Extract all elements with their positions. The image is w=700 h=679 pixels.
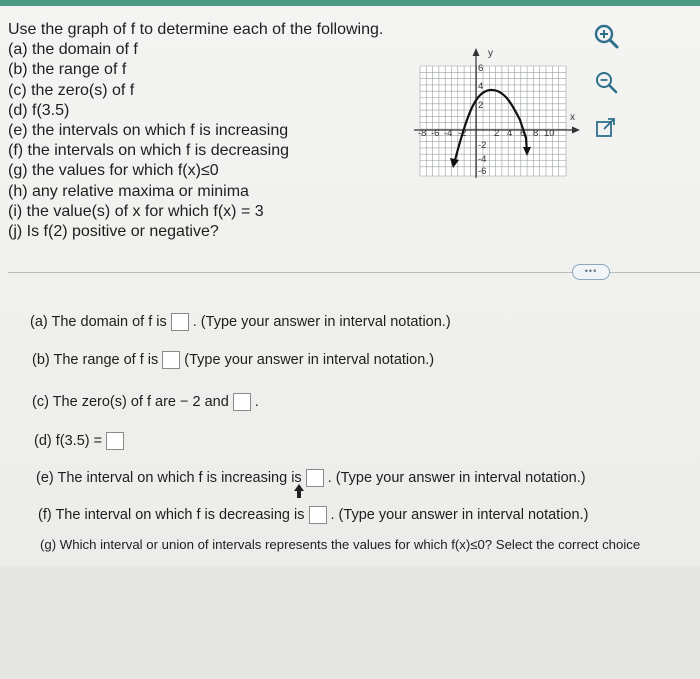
answer-a-input[interactable]: [171, 313, 189, 331]
answer-row-f: [38, 506, 588, 524]
x-tick-label: 10: [544, 128, 555, 139]
question-part-d: (d) f(3.5): [8, 101, 70, 119]
x-tick-label: -4: [444, 128, 453, 139]
function-graph: [408, 44, 584, 180]
answer-c-prompt: (c) The zero(s) of f are − 2 and: [32, 394, 229, 410]
answer-f-prompt: (f) The interval on which f is decreasing is: [38, 507, 305, 523]
answer-d-prompt: (d) f(3.5) =: [34, 433, 103, 449]
answer-b-prompt: (b) The range of f is: [32, 352, 159, 368]
x-tick-label: 2: [494, 128, 500, 139]
answer-c-period: .: [254, 394, 259, 410]
answer-g-prompt: (g) Which interval or union of intervals represents the values for which f(x)≤0? Select the correct choice: [40, 537, 641, 552]
x-axis-label: x: [570, 112, 575, 123]
y-tick-label: 4: [478, 81, 484, 92]
question-intro: Use the graph of f to determine each of the following.: [8, 21, 384, 38]
question-part-g: (g) the values for which f(x)≤0: [8, 162, 219, 180]
graph-plot-area: [420, 66, 566, 176]
x-tick-label: -6: [431, 128, 440, 139]
y-tick-label: 2: [478, 100, 484, 111]
question-text: [8, 20, 383, 242]
answer-row-g: [40, 537, 640, 552]
answer-a-hint: . (Type your answer in interval notation.): [192, 314, 451, 330]
bottom-area: [0, 566, 700, 679]
answer-a-prompt: (a) The domain of f is: [30, 314, 167, 330]
x-tick-label: -2: [458, 128, 467, 139]
y-axis-label: y: [488, 48, 493, 59]
question-part-i: (i) the value(s) of x for which f(x) = 3: [8, 202, 264, 220]
answer-f-hint: . (Type your answer in interval notation.): [330, 507, 589, 523]
y-axis-arrow: [473, 48, 480, 56]
question-part-j: (j) Is f(2) positive or negative?: [8, 223, 219, 241]
x-tick-label: 4: [507, 128, 513, 139]
question-part-h: (h) any relative maxima or minima: [8, 182, 249, 200]
answer-d-input[interactable]: [106, 432, 124, 450]
answer-e-hint: . (Type your answer in interval notation.): [327, 470, 586, 486]
y-tick-label: 6: [478, 63, 484, 74]
answer-row-d: [34, 432, 128, 450]
more-options-button[interactable]: •••: [572, 264, 610, 280]
y-tick-label: -4: [478, 154, 487, 165]
answer-e-prompt: (e) The interval on which f is increasing is: [36, 470, 302, 486]
question-part-a: (a) the domain of f: [8, 41, 138, 59]
cursor-icon: [294, 484, 304, 498]
zoom-out-icon[interactable]: [592, 68, 620, 96]
answer-c-input[interactable]: [233, 393, 251, 411]
answer-f-input[interactable]: [309, 506, 327, 524]
x-tick-label: 6: [520, 128, 526, 139]
question-part-c: (c) the zero(s) of f: [8, 81, 135, 99]
question-part-e: (e) the intervals on which f is increasing: [8, 122, 289, 140]
x-tick-label: -8: [418, 128, 427, 139]
question-part-f: (f) the intervals on which f is decreasing: [8, 142, 290, 160]
answer-e-input[interactable]: [306, 469, 324, 487]
question-part-b: (b) the range of f: [8, 61, 127, 79]
answer-row-c: [32, 393, 259, 411]
answer-row-e: [36, 469, 586, 487]
answer-row-a: [30, 313, 451, 331]
y-tick-label: -6: [478, 166, 487, 177]
zoom-in-icon[interactable]: [592, 22, 620, 50]
y-tick-label: -2: [478, 140, 487, 151]
answer-row-b: [32, 351, 434, 369]
answer-b-hint: (Type your answer in interval notation.): [184, 352, 435, 368]
x-tick-label: 8: [533, 128, 539, 139]
graph-tools: [592, 22, 628, 160]
external-link-icon[interactable]: [592, 114, 620, 142]
x-axis-arrow: [572, 127, 580, 134]
answer-b-input[interactable]: [162, 351, 180, 369]
